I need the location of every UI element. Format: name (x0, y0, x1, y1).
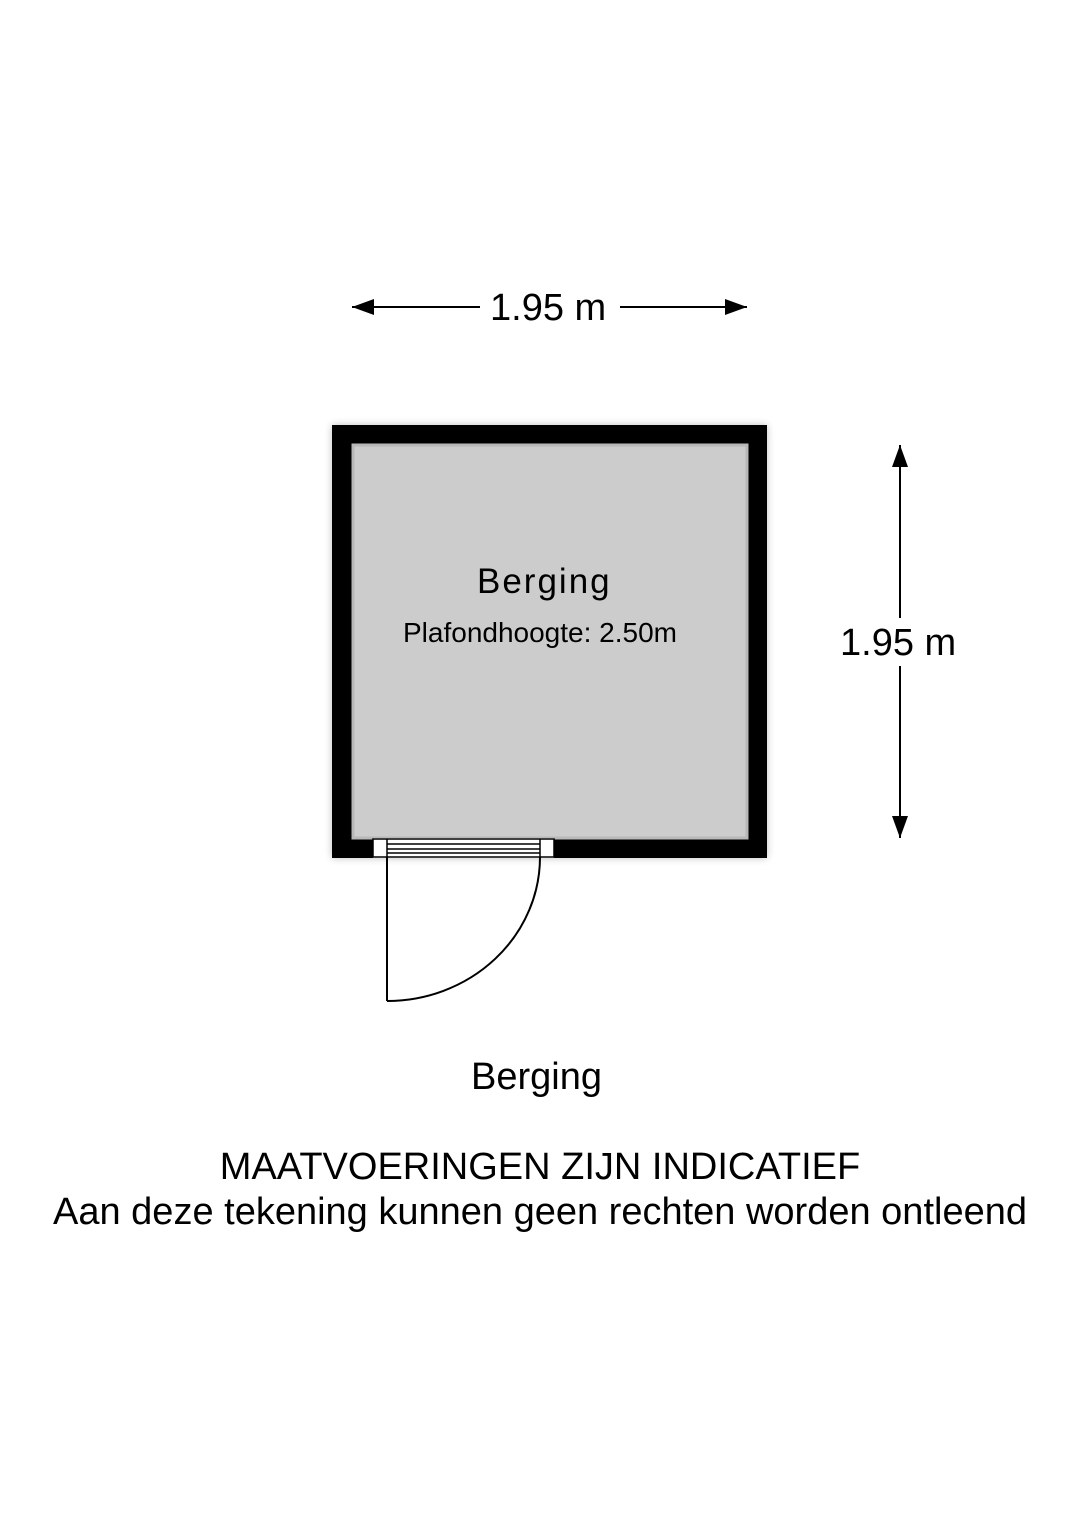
depth-dimension-label: 1.95 m (840, 622, 957, 664)
room-name-label: Berging (477, 562, 612, 601)
ceiling-height-label: Plafondhoogte: 2.50m (403, 617, 677, 648)
door (373, 838, 554, 1001)
disclaimer-line-1: MAATVOERINGEN ZIJN INDICATIEF (219, 1146, 861, 1188)
door-swing-arc (387, 857, 540, 1001)
floor-caption: Berging (471, 1056, 602, 1098)
disclaimer-line-2: Aan deze tekening kunnen geen rechten worden ontleend (53, 1191, 1027, 1233)
width-dimension-label: 1.95 m (482, 289, 614, 327)
